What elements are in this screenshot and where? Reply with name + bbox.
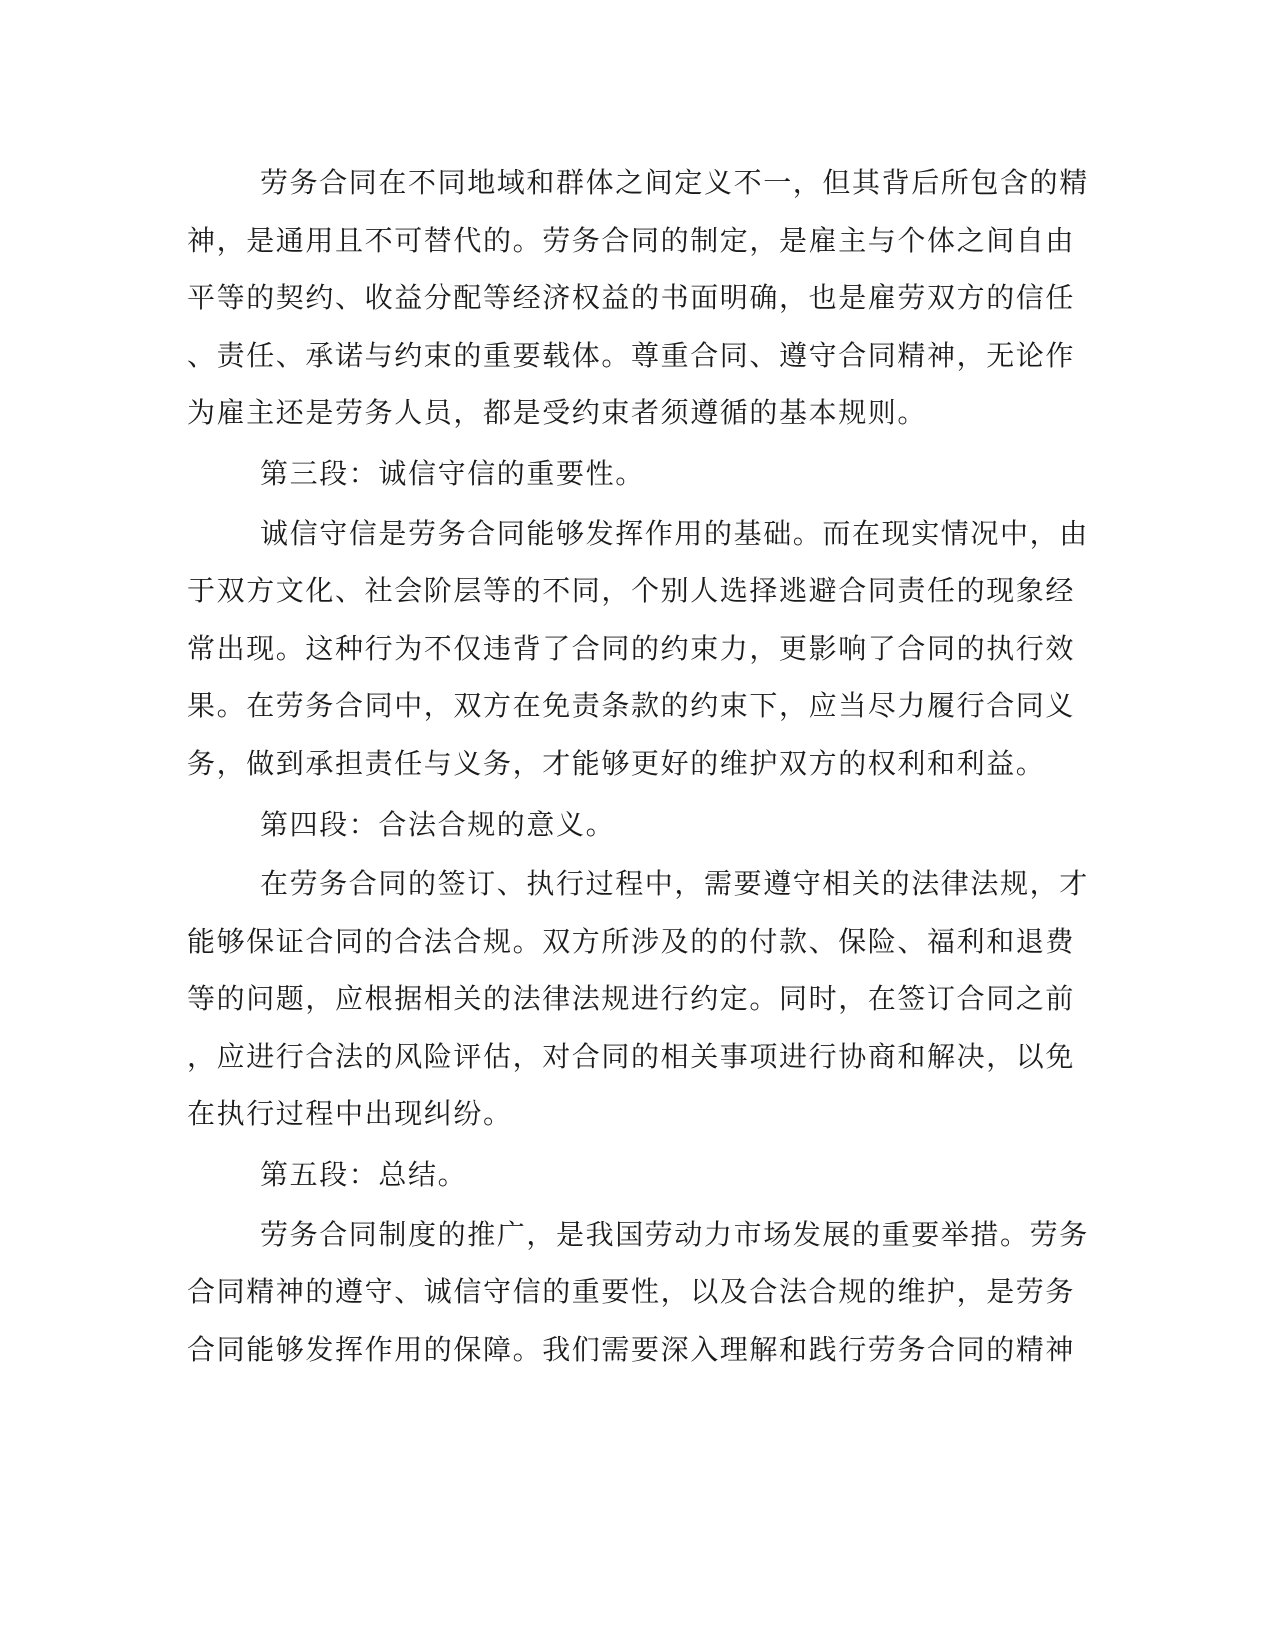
section-heading: 第三段：诚信守信的重要性。	[260, 457, 645, 490]
paragraph-line: 能够保证合同的合法合规。双方所涉及的的付款、保险、福利和退费	[187, 925, 1076, 958]
paragraph-line: 劳务合同在不同地域和群体之间定义不一，但其背后所包含的精	[260, 166, 1089, 199]
paragraph-line: 务，做到承担责任与义务，才能够更好的维护双方的权利和利益。	[187, 747, 1046, 780]
paragraph-line: 劳务合同制度的推广，是我国劳动力市场发展的重要举措。劳务	[260, 1218, 1089, 1251]
paragraph-line: 诚信守信是劳务合同能够发挥作用的基础。而在现实情况中，由	[260, 517, 1089, 550]
paragraph-line: 合同能够发挥作用的保障。我们需要深入理解和践行劳务合同的精神	[187, 1333, 1076, 1366]
paragraph-line: 神，是通用且不可替代的。劳务合同的制定，是雇主与个体之间自由	[187, 224, 1076, 257]
paragraph-line: 常出现。这种行为不仅违背了合同的约束力，更影响了合同的执行效	[187, 632, 1076, 665]
paragraph-line: 平等的契约、收益分配等经济权益的书面明确，也是雇劳双方的信任	[187, 281, 1076, 314]
paragraph-line: 在劳务合同的签订、执行过程中，需要遵守相关的法律法规，才	[260, 867, 1089, 900]
section-heading: 第四段：合法合规的意义。	[260, 808, 616, 841]
paragraph-line: 在执行过程中出现纠纷。	[187, 1097, 513, 1130]
paragraph-line: 、责任、承诺与约束的重要载体。尊重合同、遵守合同精神，无论作	[187, 339, 1076, 372]
section-heading: 第五段：总结。	[260, 1158, 468, 1191]
paragraph-line: 等的问题，应根据相关的法律法规进行约定。同时，在签订合同之前	[187, 982, 1076, 1015]
paragraph-line: 合同精神的遵守、诚信守信的重要性，以及合法合规的维护，是劳务	[187, 1275, 1076, 1308]
paragraph-line: 为雇主还是劳务人员，都是受约束者须遵循的基本规则。	[187, 396, 928, 429]
paragraph-line: ，应进行合法的风险评估，对合同的相关事项进行协商和解决，以免	[187, 1040, 1076, 1073]
paragraph-line: 果。在劳务合同中，双方在免责条款的约束下，应当尽力履行合同义	[187, 689, 1076, 722]
paragraph-line: 于双方文化、社会阶层等的不同，个别人选择逃避合同责任的现象经	[187, 574, 1076, 607]
